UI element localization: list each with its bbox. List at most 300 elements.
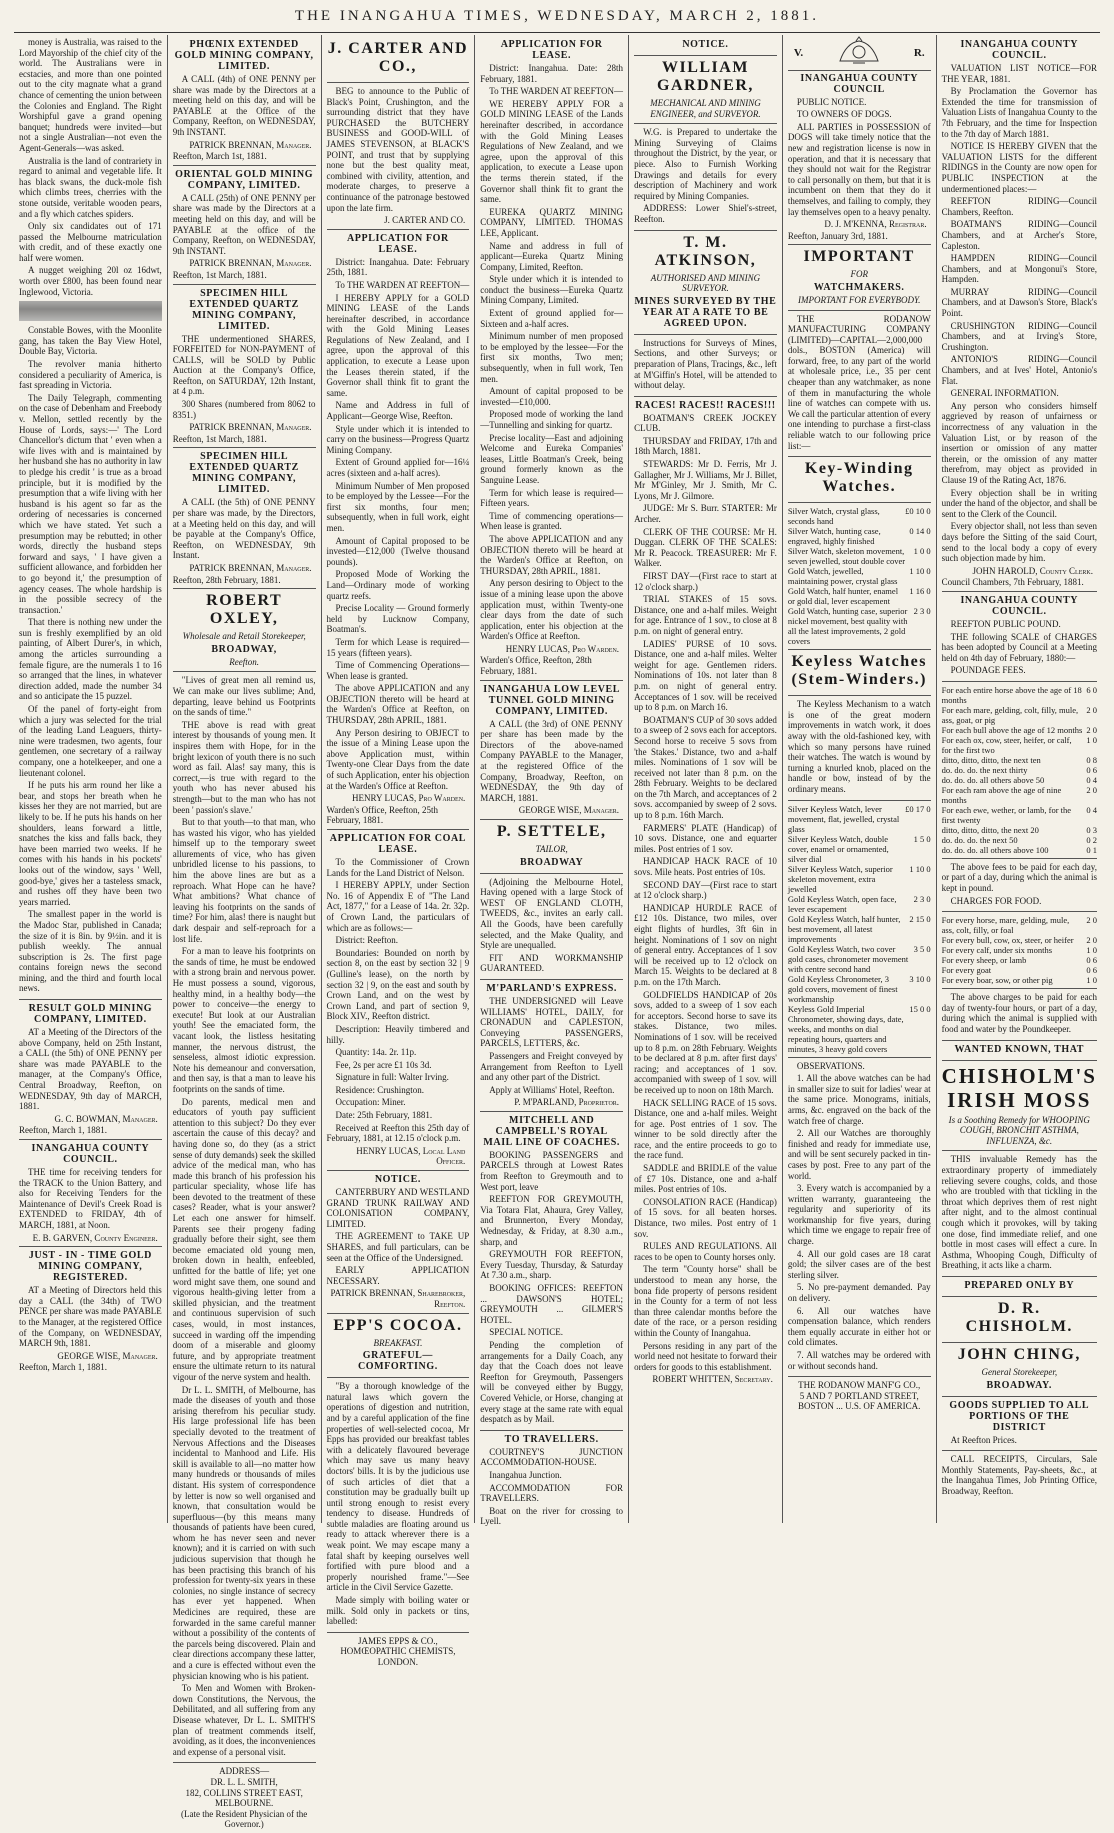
article-block [942, 1280, 1097, 1297]
paragraph: W.G. is Prepared to undertake the Mining Surveying of Claims throughout the District, by the year, or piece. Also to Furnish Working Drawings and details for every description of Machinery and work required by Mining Companies. [634, 127, 777, 201]
article-block [327, 1636, 470, 1671]
paragraph: THE AGREEMENT to TAKE UP SHARES, and full particulars, can be seen at the Office of the Undersigned. [326, 1231, 470, 1263]
article-block [634, 338, 777, 397]
price-item: do. do. do. all others above 100 [941, 844, 1049, 855]
column-6 [783, 35, 937, 1523]
paragraph: Name and Address in full of Applicant—George Wise, Reefton. [326, 400, 470, 422]
signature: GEORGE WISE, Manager. [518, 805, 620, 816]
paragraph: EUREKA QUARTZ MINING COMPANY, LIMITED. THOMAS LEE, Applicant. [480, 206, 624, 238]
price-item: For each entire horse above the age of 18 months [941, 684, 1082, 705]
article-block [788, 460, 931, 503]
article-block [788, 1061, 931, 1378]
price-row [942, 785, 1097, 805]
paragraph: To the Commissioner of Crown Lands for the Land District of Nelson. [326, 857, 470, 878]
price-item: Gold Watch, hunting case, superior nickel movement, best quality with all the latest improvements, 2 gold covers [787, 606, 908, 647]
article-block [788, 506, 931, 650]
royal-coat-of-arms-icon [836, 37, 882, 70]
article-block [19, 1143, 162, 1247]
display-heading: ROBERT OXLEY, [206, 592, 283, 628]
paragraph: THE time for receiving tenders for the TRACK to the Union Battery, and also for Receiving Tenders for the Maintenance of Devil's Creek Road is EXTENDED to FRIDAY, 4th of MARCH, 1881, at Noon. [19, 1167, 162, 1230]
paragraph: 2. All our Watches are thoroughly finished and ready for immediate use, and will be sent securely packed in tin-cases by post. Free to any part of the world. [787, 1128, 931, 1181]
display-subheading: AUTHORISED AND MINING SURVEYOR. [650, 272, 761, 294]
article-block [942, 1044, 1097, 1061]
price-row [788, 864, 931, 894]
price-value: 2 0 [1086, 704, 1097, 715]
price-row [942, 975, 1097, 985]
price-row [788, 586, 931, 606]
paragraph: Constable Bowes, with the Moonlite gang, has taken the Bay View Hotel, Double Bay, Victoria. [19, 325, 162, 357]
price-item: ditto, ditto, ditto, the next 20 [941, 824, 1039, 835]
price-value: 0 1 [1086, 844, 1097, 855]
paragraph: AT a Meeting of Directors held this day a CALL (the 34th) of TWO PENCE per share was made PAYABLE to the Manager, at the registered Office of the Company, on WEDNESDAY, MARCH 9th, 1881. [19, 1285, 162, 1349]
price-value: 0 2 [1086, 834, 1097, 845]
address-line: 5 AND 7 PORTLAND STREET, [799, 1390, 919, 1401]
price-value: 1 5 0 [913, 833, 931, 844]
paragraph: The revolver mania hitherto considered a peculiarity of America, is fast spreading in Victoria. [19, 359, 162, 391]
paragraph: Style under which it is intended to conduct the business—Eureka Quartz Mining Company, Limited. [480, 274, 624, 306]
article-block [480, 983, 623, 1112]
paragraph: Boat on the river for crossing to Lyell. [480, 1505, 624, 1527]
advertisement-heading: JUST - IN - TIME GOLD MINING COMPANY, REGISTERED. [28, 1250, 152, 1284]
advertisement-heading: INANGAHUA COUNTY COUNCIL [800, 72, 919, 95]
column-7 [937, 35, 1102, 1523]
column-3 [322, 35, 476, 1667]
advertisement-heading: ORIENTAL GOLD MINING COMPANY, LIMITED. [175, 168, 314, 191]
article-block [634, 127, 777, 230]
article-block [942, 1300, 1097, 1343]
dateline: Reefton, March 1st, 1881. [172, 151, 267, 162]
price-row [788, 914, 931, 944]
paragraph: THE RODANOW MANUFACTURING COMPANY (LIMITED)—CAPITAL—2,000,000 dols., BOSTON (America) will forward, free, to any part of the world at wholesale price, i.e., 35 per cent cheaper than any watchmaker, as none of them in manufacturing the whole line of watches can compete with us. We call the particular attention of every one intending to purchase a first-class reliable watch to our following price list:— [787, 313, 931, 451]
price-item: For each mare, gelding, colt, filly, mule, ass, goat, or pig [941, 704, 1079, 725]
display-heading: EPP'S COCOA. [333, 1316, 463, 1334]
paragraph: HAMPDEN RIDING—Council Chambers, and at Mongonui's Store, Hampden. [941, 253, 1097, 285]
paragraph: 6. All our watches have compensation balance, which renders them equally accurate in either hot or cold climates. [787, 1305, 931, 1348]
article-block [942, 1400, 1097, 1452]
article-block [788, 1380, 931, 1415]
price-row [942, 805, 1097, 825]
price-row [942, 955, 1097, 965]
paragraph: FIT AND WORKMANSHIP GUARANTEED. [480, 952, 624, 974]
paragraph: Description: Heavily timbered and hilly. [326, 1023, 470, 1045]
paragraph: GENERAL INFORMATION. [950, 388, 1059, 399]
paragraph: The Daily Telegraph, commenting on the case of Debenham and Freebody v. Mellon, settled recently by the House of Lords, says:—' The Lord Chancellor's dictum that ' even when a wife lives with and is maintained by her husband she has no authority in law to pledge his credit ' is true as a broad principle, but it is modified by the presumption that a wife living with her husband is his agent so far as the ordering of necessaries is concerned which we have stated. Yet such a presumption may be rebutted; in other words, directly the husband steps forward and says, ' I have given a sufficient allowance, and forbidden her to go beyond it,' the presumption of agency ceases. The whole hardship is in the possible secrecy of the transaction.' [19, 392, 162, 615]
price-value: 1 0 [1086, 975, 1097, 986]
article-block [173, 288, 316, 449]
advertisement-heading: NOTICE. [682, 39, 729, 50]
price-row [788, 526, 931, 546]
price-item: ditto, ditto, ditto, the next ten [941, 754, 1041, 765]
paragraph: TO OWNERS OF DOGS. [796, 109, 892, 120]
signature: PATRICK BRENNAN, Manager. [189, 563, 312, 573]
address-line: HOMŒOPATHIC CHEMISTS, [340, 1646, 456, 1657]
paragraph: CRUSHINGTON RIDING—Council Chambers, and at Irving's Store, Crushington. [941, 320, 1097, 352]
advertisement-heading: M'PARLAND'S EXPRESS. [486, 982, 618, 994]
price-item: For every horse, mare, gelding, mule, ass, colt, filly, or foal [941, 915, 1070, 936]
article-block [942, 595, 1097, 682]
price-item: Gold Watch, half hunter, enamel or gold dial, lever escapement [787, 586, 899, 607]
advertisement-heading: INANGAHUA COUNTY COUNCIL. [960, 39, 1079, 61]
article-block [788, 314, 931, 458]
display-heading: JOHN CHING, [957, 1345, 1081, 1363]
dateline: Reefton, 1st March, 1881. [172, 269, 267, 280]
signature: GEORGE WISE, Manager. [57, 1350, 158, 1361]
paragraph: "By a thorough knowledge of the natural laws which govern the operations of digestion and nutrition, and by a careful application of the fine properties of well-selected cocoa, Mr Epps has provided our breakfast tables with a delicately flavoured beverage which may save us many heavy doctors' bills. It is by the judicious use of such articles of diet that a constitution may be gradually built up until strong enough to resist every tendency to disease. Hundreds of subtle maladies are floating around us ready to attack wherever there is a weak point. We may escape many a fatal shaft by keeping ourselves well fortified with pure blood and a properly nourished frame."—See article in the Civil Service Gazette. [326, 1381, 470, 1593]
signature: P. M'PARLAND, Proprietor. [514, 1097, 620, 1108]
article-block [942, 1346, 1097, 1397]
price-item: For every bull, cow, ox, steer, or heifer [941, 935, 1074, 946]
price-value: 1 10 0 [909, 863, 931, 874]
paragraph: BOATMAN'S RIDING—Council Chambers, and at Archer's Store, Capleston. [941, 219, 1097, 251]
address-line: DR. L. L. SMITH, [210, 1776, 278, 1787]
column-1 [14, 35, 168, 1523]
price-item: Silver Keyless Watch, lever movement, flat, jewelled, crystal glass [787, 803, 900, 834]
paragraph: To Men and Women with Broken-down Constitutions, the Nervous, the Debilitated, and all suffering from any Disease whatever, Dr L. L. SMITH'S plan of treatment commends itself, avoiding, as it does, the inconveniences and expense of a personal visit. [172, 1683, 316, 1757]
article-block [942, 685, 1097, 859]
paragraph: Minimum Number of Men proposed to be employed by the Lessee—For the first six months, four men; subsequently, when in full work, eight men. [326, 480, 470, 533]
price-row [788, 804, 931, 834]
article-block [173, 675, 316, 1763]
paragraph: A CALL (the 5th) of ONE PENNY per share was made, by the Directors, at a Meeting held on this day, and will be payable at the Company's Office, Reefton, on WEDNESDAY, 9th Instant. [172, 497, 316, 561]
price-value: 0 6 [1086, 764, 1097, 775]
article-block [942, 1154, 1097, 1277]
paragraph: REEFTON PUBLIC POUND. [950, 618, 1061, 629]
price-item: Silver Keyless Watch, double cover, enamel or ornamented, silver dial [787, 833, 889, 864]
paragraph: REEFTON RIDING—Council Chambers, Reefton. [941, 196, 1097, 217]
paragraph: Term for which Lease is required—15 years (fifteen years). [326, 636, 470, 658]
article-block [942, 915, 1097, 989]
price-value: 0 6 [1086, 965, 1097, 976]
dateline: Council Chambers, 7th February, 1881. [941, 577, 1084, 588]
price-item: Silver Watch, crystal glass, seconds hand [787, 506, 880, 527]
paragraph: A CALL (25th) of ONE PENNY per share was made by the Directors at a meeting held on this day, and will be PAYABLE at the office of the Company, Reefton, on WEDNESDAY, 9th INSTANT. [172, 192, 316, 256]
paragraph: FIRST DAY—(First race to start at 12 o'clock sharp.) [634, 571, 777, 592]
article-block [480, 39, 623, 681]
price-row [942, 825, 1097, 835]
price-value: 15 0 0 [909, 1003, 931, 1014]
display-place: IMPORTANT FOR EVERYBODY. [797, 294, 921, 305]
paragraph: GOLDFIELDS HANDICAP of 20s sovs, added to a sweep of 1 sov each for acceptors. Second horse to save its stakes. Distance, two miles. Nominations of 1 sov. will be received up to 8 p.m. on 28th February. Weights to be declared at 8 p.m. after first days' racing; and acceptances of 1 sov. accompanied with sweep of 1 sov. will be received up to noon on 18th March. [634, 989, 777, 1095]
paragraph: 4. All our gold cases are 18 carat gold; the silver cases are of the best sterling silver. [787, 1248, 931, 1280]
signature: HENRY LUCAS, Pro Warden. [505, 643, 620, 654]
article-block [173, 451, 316, 589]
display-subheading: General Storekeeper, [981, 1366, 1058, 1377]
price-item: For every goat [941, 965, 992, 976]
address-line: BOSTON ... U.S. OF AMERICA. [798, 1401, 921, 1412]
article-block [173, 39, 316, 166]
dateline: Reefton, 28th February, 1881. [172, 574, 281, 585]
address-line: (Late the Resident Physician of the Governor.) [181, 1808, 308, 1830]
paragraph: Boundaries: Bounded on north by section 8, on the east by section 32 | 9 (Gulline's lease), on the north by section 32 | 9, on the east and south by Crown Land, and on the west by Crown Land, and part of section 9, Block XIV., Reefton district. [326, 947, 470, 1022]
dateline: Warden's Office, Reefton, 25th February, 1881. [326, 804, 438, 826]
advertisement-heading: INANGAHUA COUNTY COUNCIL. [960, 594, 1079, 617]
paragraph: BOATMAN'S CREEK JOCKEY CLUB. [634, 412, 777, 434]
paragraph: HACK SELLING RACE of 15 sovs. Distance, one and a-half miles. Weight for age. Post entries of 1 sov. The winner to be sold directly after the race, and the entire proceeds to go to the race fund. [634, 1097, 777, 1161]
display-subheading: Wholesale and Retail Storekeeper, [182, 631, 306, 642]
paragraph: STEWARDS: Mr D. Ferris, Mr J. Gallagher, Mr J. Williams, Mr J. Billet, Mr M'Ginley, Mr J. Smith, Mr C. Lyons, Mr J. Gilmore. [634, 459, 777, 501]
paragraph: Of the panel of forty-eight from which a jury was selected for the trial of the leading Land Leaguers, thirty-nine were tradesmen, two agents, four gentlemen, one secretary of a railway company, one a hotelkeeper, and one a lieutenant colonel. [19, 704, 162, 778]
display-subheading: TAILOR, [535, 844, 568, 854]
article-block [480, 877, 623, 980]
signature: G. C. BOWMAN, Manager. [54, 1113, 158, 1124]
signature: JOHN HAROLD, County Clerk. [972, 565, 1093, 576]
article-block [942, 992, 1097, 1040]
price-value: 0 8 [1086, 754, 1097, 765]
paragraph: A nugget weighing 20l oz 16dwt, worth over £800, has been found near Inglewood, Victoria. [19, 265, 162, 297]
dateline: Reefton, January 3rd, 1881. [787, 230, 888, 241]
price-value: 3 10 0 [909, 973, 931, 984]
paragraph: ANTONIO'S RIDING—Council Chambers, and at Ives' Hotel, Antonio's Flat. [941, 354, 1097, 386]
article-block [788, 248, 931, 310]
article-block [788, 699, 931, 800]
price-value: 2 15 0 [909, 913, 931, 924]
paragraph: Term for which lease is required—Fifteen years. [480, 487, 624, 509]
signature: PATRICK BRENNAN, Manager. [189, 258, 312, 269]
price-value: £0 10 0 [905, 506, 931, 517]
price-row [788, 566, 931, 586]
crest-letter-right: R. [913, 47, 925, 59]
paragraph: 3. Every watch is accompanied by a written warranty, guaranteeing the regularity and superiority of its workmanship for five years, during which time we engage to repair free of charge. [787, 1183, 931, 1247]
paragraph: Amount of Capital proposed to be invested—£12,000 (Twelve thousand pounds). [326, 535, 470, 567]
price-row [942, 845, 1097, 855]
paragraph: The Keyless Mechanism to a watch is one of the great modern improvements in watch work, it does away with the old-fashioned key, with which so many persons have ruined their watches. The watch is wound by turning a knurled knob, placed on the handle or bow, instead of by the ordinary means. [787, 699, 931, 794]
paragraph: Name and address in full of applicant—Eureka Quartz Mining Company, Limited, Reefton. [480, 240, 624, 272]
paragraph: The above fees to be paid for each day, or part of a day, during which the animal is kept in pound. [941, 861, 1097, 894]
advertisement-heading: PREPARED ONLY BY [964, 1279, 1075, 1291]
article-block [19, 37, 162, 1000]
paragraph: COURTNEY'S JUNCTION ACCOMMODATION-HOUSE. [480, 1446, 624, 1468]
price-item: Gold Watch, jewelled, maintaining power, crystal glass [787, 566, 898, 587]
price-row [942, 835, 1097, 845]
column-2 [168, 35, 322, 1830]
paragraph: For a man to leave his footprints on the sands of time, he must be endowed with a strong brain and nervous power. He must possess a sound, vigorous, healthy mind, in a healthy body—the power to conceive—the energy to execute! But look at our Australian youth! See the emaciated form, the vacant look, the listless hesitating manner, the nervous distrust, the senseless, almost idiotic expression. Note his demeanour and conversation, and then say, is that a man to leave his footprints on the sands of time. [172, 946, 316, 1094]
paragraph: REEFTON FOR GREYMOUTH, Via Totara Flat, Ahaura, Grey Valley, and Brunnerton, Every Monday, Wednesday, & Friday, at 8.30 a.m., sharp, and [480, 1194, 624, 1247]
price-value: 1 10 0 [909, 566, 931, 577]
paragraph: SECOND DAY—(First race to start at 12 o'clock sharp.) [634, 879, 777, 901]
address-line: 182, COLLINS STREET EAST, MELBOURNE. [185, 1787, 303, 1809]
paragraph: Persons residing in any part of the world need not hesitate to forward their orders for goods to this establishment. [634, 1340, 777, 1372]
paragraph: The above APPLICATION and any OBJECTION thereto will be heard at the Warden's Office at Reefton, on THURSDAY, 28th APRIL, 1881. [326, 683, 470, 726]
article-block [480, 684, 623, 820]
paragraph: JUDGE: Mr S. Burr. STARTER: Mr Archer. [634, 503, 777, 525]
article-block [327, 1317, 470, 1379]
price-value: 0 4 [1086, 774, 1097, 785]
paragraph: BOOKING PASSENGERS and PARCELS through at Lowest Rates from Reefton to Greymouth and to West port, leave [480, 1149, 624, 1192]
paragraph: ALL PARTIES in POSSESSION of DOGS will take timely notice that the new and registration license is now in operation, and that it is necessary that they should not wait for the Registrar to call personally on them, but that it is incumbent on them that they do it themselves, and failing to comply, they lay themselves open to a heavy penalty. [787, 121, 931, 217]
column-4 [475, 35, 629, 1527]
price-item: For every sheep, or lamb [941, 955, 1027, 966]
paragraph: Made simply with boiling water or milk. Sold only in packets or tins, labelled: [326, 1595, 470, 1627]
signature: PATRICK BRENNAN, Manager. [189, 422, 312, 433]
price-row [942, 705, 1097, 725]
article-block [942, 862, 1097, 912]
paragraph: CONSOLATION RACE (Handicap) of 15 sovs. for all beaten horses. Distance, two miles. Post entry of 1 sov. [634, 1196, 777, 1239]
paragraph: CHARGES FOR FOOD. [950, 895, 1042, 906]
article-block [634, 39, 777, 56]
article-block [327, 1381, 470, 1633]
advertisement-heading: TO TRAVELLERS. [504, 1433, 599, 1445]
paragraph: Pending the completion of arrangements for a Daily Coach, any day that the Coach does not leave Reefton for Greymouth, Passengers will be conveyed either by Buggy, Covered Vehicle, or Horse, changing at every stage at the same rate with equal despatch as by Mail. [480, 1339, 624, 1425]
advertisement-heading: APPLICATION FOR LEASE. [346, 232, 449, 255]
masthead: THE INANGAHUA TIMES, WEDNESDAY, MARCH 2, 1881. [294, 8, 820, 24]
price-value: 0 6 [1086, 955, 1097, 966]
paragraph: Signature in full: Walter Irving. [335, 1072, 449, 1083]
paragraph: CALL RECEIPTS, Circulars, Sale Monthly Statements, Pay-sheets, &c., at the Inangahua Times, Job Printing Office, Broadway, Reefton. [941, 1454, 1097, 1496]
paragraph: HANDICAP HACK RACE of 10 sovs. Mile heats. Post entries of 10s. [634, 856, 777, 878]
article-block [173, 1766, 316, 1833]
paragraph: A CALL (the 3rd) of ONE PENNY per share has been made by the Directors of the above-named Company PAYABLE to the Manager, at the registered Office of the Company, Broadway, Reefton, on WEDNESDAY, the 9th day of MARCH, 1881. [480, 718, 624, 803]
column-5 [629, 35, 783, 1523]
paragraph: To THE WARDEN AT REEFTON— [489, 86, 624, 97]
paragraph: Time of Commencing Operations—When lease is granted. [326, 660, 470, 681]
price-item: For every boar, sow, or other pig [941, 975, 1053, 986]
advertisement-heading: INANGAHUA LOW LEVEL TUNNEL GOLD MINING COMPANY, LIMITED. [483, 683, 621, 717]
paragraph: The above charges to be paid for each day of twenty-four hours, or part of a day, during which the animal is supplied with food and water by the Poundkeeper. [941, 992, 1097, 1035]
paragraph: Style under which it is intended to carry on the business—Progress Quartz Mining Company. [326, 423, 470, 455]
paragraph: That there is nothing new under the sun is freshly exemplified by an old painting, of Albert Durer's, in which, among the articles surrounding a female figure, are the numerals 1 to 16 so arranged that the lines, in whatever direction added, made the number 34 and so anticipate the 15 puzzel. [19, 617, 162, 702]
address-line: LONDON. [377, 1657, 419, 1667]
price-item: For every calf, under six months [941, 945, 1053, 956]
article-block [634, 234, 777, 335]
article-block [327, 233, 470, 830]
paragraph: "Lives of great men all remind us, We can make our lives sublime; And, departing, leave behind us Footprints on the sands of time." [172, 675, 316, 718]
display-line: GRATEFUL—COMFORTING. [357, 1350, 438, 1373]
display-line: WATCHMAKERS. [813, 281, 905, 293]
price-value: £0 17 0 [905, 803, 931, 814]
masthead-rule [14, 32, 1100, 33]
article-block [788, 653, 931, 696]
price-row [788, 546, 931, 566]
royal-crest [788, 37, 931, 71]
advertisement-heading: PHŒNIX EXTENDED GOLD MINING COMPANY, LIMITED. [174, 39, 314, 72]
price-row [942, 915, 1097, 935]
price-value: 1 0 [1086, 734, 1097, 745]
paragraph: But to that youth—to that man, who has wasted his vigor, who has yielded himself up to the temporary sweet allurements of vice, who has given unbridled license to his passions, to him the above lines are but as a reproach. What Hope can he have? What ambitions? What chance of leaving his footprints on the sands of time? For him, alas! there is naught but dark despair and self-reproach for a lost life. [172, 817, 316, 944]
article-block [480, 1434, 623, 1532]
paragraph: Proposed Mode of Working the Land—Ordinary mode of working quartz reefs. [326, 569, 470, 601]
paragraph: Received at Reefton this 25th day of February, 1881, at 12.15 o'clock p.m. [326, 1122, 470, 1144]
article-block [634, 59, 777, 124]
paragraph: CLERK OF THE COURSE: Mr H. Duggan. CLERK OF THE SCALES: Mr R. Peacock. TREASURER: Mr F. Walker. [634, 526, 777, 569]
paragraph: SADDLE and BRIDLE of the value of £7 10s. Distance, one and a-half miles. Post entries of 10s. [634, 1163, 777, 1195]
paragraph: CANTERBURY AND WESTLAND GRAND TRUNK RAILWAY AND COLONISATION COMPANY, LIMITED. [326, 1187, 470, 1229]
price-row [942, 735, 1097, 755]
dateline: Warden's Office, Reefton, 28th February, 1881. [480, 655, 592, 677]
newspaper-columns [14, 35, 1102, 1830]
paragraph: 300 Shares (numbered from 8062 to 8351.) [172, 399, 316, 420]
paragraph: Occupation: Miner. [335, 1097, 406, 1108]
paragraph: If he puts his arm round her like a bear, and stops her breath when he kisses her they are not married, but are likely to be. If he puts his hands on her shoulders, leans forward a little, snatches the kiss and falls back, they have been married two weeks. If he comes with his hands in his pockets' looks out of the window, says ' Well, good-bye,' gives her a tasteless smack, and rushes off they have been two years married. [19, 780, 162, 907]
paragraph: 7. All watches may be ordered with or without seconds hand. [787, 1350, 931, 1371]
signature: PATRICK BRENNAN, Manager. [189, 139, 312, 150]
price-value: 0 14 0 [909, 526, 931, 537]
price-value: 6 0 [1086, 684, 1097, 695]
price-row [942, 725, 1097, 735]
dateline: Reefton, March 1, 1881. [19, 1362, 107, 1373]
paragraph: Do parents, medical men and educators of youth pay sufficient attention to this subject? Do they ever ascertain the cause of this decay? and having done so, do they (as a strict sense of duty demands) seek the skilled advice of the medical man, who has made this branch of his profession his particular speciality, whose life has been devoted to the treatment of these cases? Reader, what is your answer? Let each one answer for himself. Parents see their progeny fading gradually before their sight, see them become emaciated old young men, broken down in health, enfeebled, unfitted for the battle of life; yet one word might save them, one sound and vigorous health-giving letter from a skilled physician, and the treatment and continuous supervision of such cases, would, in most instances, succeed in warding off the impending doom of a miserable and gloomy future, and by appropriate treatment ensure the ultimate return to its natural vigour of the nerve system and health. [172, 1096, 316, 1382]
paragraph: BEG to announce to the Public of Black's Point, Crushington, and the surrounding district that they have PURCHASED the BUTCHERY BUSINESS and GOOD-WILL of JAMES STEVENSON, at BLACK'S POINT, and trust that by supplying none but the best quality meat, combined with civility, attention, and moderate charges, to preserve a continuance of the patronage bestowed upon the late firm. [326, 86, 470, 213]
paragraph: (Adjoining the Melbourne Hotel, Having opened with a large Stock of WEST OF ENGLAND CLOTH, TWEEDS, &c., invites an early call. All the Goods, have been carefully selected, and the Make Quality, and Style are unequalled. [480, 876, 624, 951]
advertisement-heading: INANGAHUA COUNTY COUNCIL. [31, 1143, 150, 1165]
paragraph: LADIES' PURSE of 10 sovs. Distance, one and a-half miles. Welter weight for age. Gentlemen riders. Nominations of 10s. not later than 8 p.m. on night of general entry. Acceptances of 1 sov. will be received up to 8 p.m. on March 16. [634, 638, 777, 713]
paragraph: Every objector shall, not less than seven days before the Sitting of the said Court, send to the local body a copy of every such objection made by him. [941, 521, 1097, 564]
article-block [788, 804, 931, 1058]
signature: D. J. M'KENNA, Registrar. [824, 219, 927, 230]
display-line: BROADWAY [520, 856, 584, 868]
paragraph: GREYMOUTH FOR REEFTON, Every Tuesday, Thursday, & Saturday At 7.30 a.m., sharp. [480, 1249, 624, 1281]
paragraph: Any person who considers himself aggrieved by reason of unfairness or incorrectness of any valuation in the Valuation List, or by reason of the insertion or omission of any matter therein, or the omission of any matter therefrom, may object as provided in Clause 19 of the Rating Act, 1876. [941, 400, 1097, 485]
paragraph: ADDRESS: Lower Shiel's-street, Reefton. [634, 203, 777, 224]
paragraph: Amount of capital proposed to be invested—£10,000. [480, 386, 624, 407]
paragraph: THE following SCALE of CHARGES has been adopted by Council at a Meeting held on 4th day of February, 1880:— [941, 631, 1097, 663]
display-heading: Key-Winding Watches. [804, 460, 914, 496]
article-block [173, 592, 316, 672]
article-block [327, 1174, 470, 1314]
price-row [942, 935, 1097, 945]
paragraph: PUBLIC NOTICE. [796, 96, 867, 107]
price-item: Gold Keyless Watch, half hunter, best movement, all latest improvements [787, 913, 901, 944]
paragraph: BOOKING OFFICES: REEFTON ... DAWSON'S HOTEL; GREYMOUTH ... GILMER'S HOTEL. [480, 1283, 624, 1325]
paragraph: Passengers and Freight conveyed by Arrangement from Reefton to Lyell and any other part of the District. [480, 1050, 624, 1083]
advertisement-heading: NOTICE. [374, 1174, 421, 1186]
signature: PATRICK BRENNAN, Sharebroker, Reefton. [330, 1288, 466, 1309]
article-block [19, 1250, 162, 1376]
paragraph: FARMERS' PLATE (Handicap) of 10 sovs. Distance, one and equarter miles. Post entries of 1 sov. [634, 822, 777, 854]
price-row [942, 685, 1097, 705]
advertisement-heading: SPECIMEN HILL EXTENDED QUARTZ MINING COMPANY, LIMITED. [189, 451, 299, 496]
price-value: 2 0 [1086, 724, 1097, 735]
article-block [942, 1454, 1097, 1501]
price-item: Silver Watch, skeleton movement, seven jewelled, stout double cover [787, 546, 906, 567]
price-value: 0 4 [1086, 804, 1097, 815]
paragraph: District: Reefton. [335, 935, 399, 946]
address-line: ADDRESS— [219, 1766, 270, 1777]
price-value: 2 3 0 [913, 893, 931, 904]
display-heading: J. CARTER AND CO., [327, 40, 469, 75]
advertisement-heading: GOODS SUPPLIED TO ALL PORTIONS OF THE DISTRICT [949, 1399, 1090, 1433]
paragraph: SPECIAL NOTICE. [489, 1327, 563, 1338]
paragraph: At Reefton Prices. [950, 1434, 1017, 1445]
paragraph: Precise locality—East and adjoining Welcome and Eureka Companies' leases, Little Boatman's Creek, being ground formerly known as the Sanguine Lease. [480, 432, 624, 485]
paragraph: ACCOMMODATION FOR TRAVELLERS. [480, 1482, 624, 1504]
paragraph: Australia is the land of contrariety in regard to animal and vegetable life. It has black swans, the duck-mole fish which climbs trees, cherries with the stone outside, veritable wooden pears, and a fly which catches spiders. [19, 155, 162, 219]
signature: HENRY LUCAS, Pro Warden. [352, 793, 466, 804]
price-row [942, 755, 1097, 765]
paragraph: THIS invaluable Remedy has the extraordinary property of immediately relieving severe coughs, colds, and those who are troubled with that tickling in the throat which deprives them of rest night after night, and to the almost continual cough which it provokes, will by taking one dose, find immediate relief, and one bottle in most cases will effect a cure. In Asthma, Whooping Cough, Difficulty of Breathing, it acts like a charm. [941, 1154, 1097, 1271]
paragraph: A CALL (4th) of ONE PENNY per share was made by the Directors at a meeting held on this day, and will be PAYABLE at the Office of the Company, Reefton, on WEDNESDAY, 9th INSTANT. [172, 74, 316, 137]
paragraph: POUNDAGE FEES. [950, 665, 1026, 676]
paragraph: Inangahua Junction. [489, 1469, 562, 1480]
display-place: Reefton. [229, 656, 260, 667]
advertisement-heading: SPECIMEN HILL EXTENDED QUARTZ MINING COMPANY, LIMITED. [189, 287, 299, 332]
price-value: 0 3 [1086, 824, 1097, 835]
address-line: THE RODANOW MANF'G CO., [798, 1380, 921, 1391]
paragraph: I HEREBY APPLY for a GOLD MINING LEASE of the Lands hereinafter described, in accordance with the Gold Mining Leases Regulations of New Zealand, and I agree, upon the approval of this application, to execute a Lease upon the Leases therein stated, if the Governor shall think fit to grant the same. [326, 292, 470, 398]
price-item: For each bull above the age of 12 months [941, 724, 1083, 735]
price-row [788, 506, 931, 526]
article-block [788, 73, 931, 246]
paragraph: THURSDAY and FRIDAY, 17th and 18th March, 1881. [634, 435, 777, 457]
display-line: MINES SURVEYED BY THE YEAR AT A RATE TO BE AGREED UPON. [634, 295, 777, 329]
display-heading: CHISHOLM'S IRISH MOSS [941, 1063, 1097, 1112]
price-row [788, 1004, 931, 1054]
paragraph: 5. No pre-payment demanded. Pay on delivery. [787, 1282, 931, 1304]
article-block [942, 39, 1097, 592]
article-block [942, 1064, 1097, 1152]
paragraph: District: Inangahua. Date: February 25th, 1881. [326, 256, 470, 278]
display-line: BROADWAY, [211, 643, 277, 655]
price-row [788, 894, 931, 914]
